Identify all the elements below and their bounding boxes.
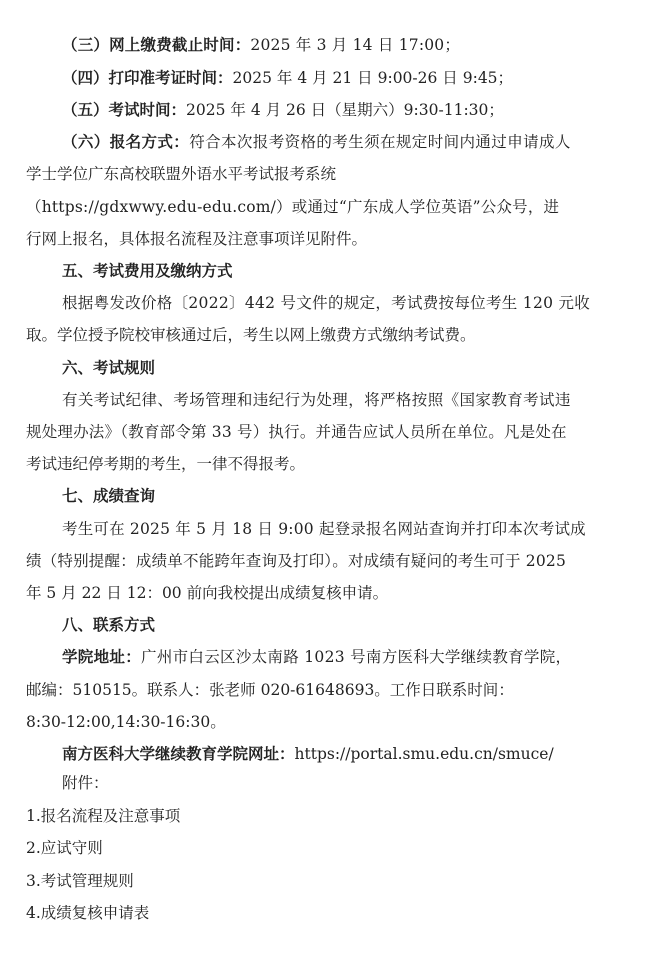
item-label: （三）网上缴费截止时间：	[62, 35, 251, 54]
item-payment-deadline	[62, 34, 460, 56]
paragraph-line: 规处理办法》（教育部令第 33 号）执行。并通告应试人员所在单位。凡是处在	[26, 423, 567, 441]
contact-address	[62, 646, 571, 668]
paragraph-line: 取。学位授予院校审核通过后，考生以网上缴费方式缴纳考试费。	[26, 326, 476, 344]
website-url: https://portal.smu.edu.cn/smuce/	[294, 745, 554, 763]
item-text: 2025 年 3 月 14 日 17:00；	[250, 36, 461, 54]
item-registration-method	[62, 131, 571, 153]
contact-website	[62, 743, 554, 765]
item-text: 2025 年 4 月 21 日 9:00-26 日 9:45；	[232, 69, 514, 87]
section-heading-scores: 七、成绩查询	[62, 486, 156, 505]
paragraph-line: 8:30-12:00,14:30-16:30。	[26, 713, 226, 731]
attachment-item: 2.应试守则	[26, 839, 103, 857]
item-text: 2025 年 4 月 26 日（星期六）9:30-11:30；	[186, 101, 504, 119]
paragraph-line: 考生可在 2025 年 5 月 18 日 9:00 起登录报名网站查询并打印本次考试成	[62, 520, 586, 538]
item-label: （五）考试时间：	[62, 100, 187, 119]
paragraph-line: 邮编：510515。联系人：张老师 020-61648693。工作日联系时间：	[26, 681, 514, 699]
address-text: 广州市白云区沙太南路 1023 号南方医科大学继续教育学院，	[141, 648, 572, 666]
paragraph-line: 考试违纪停考期的考生，一律不得报考。	[26, 455, 306, 473]
paragraph-line: 有关考试纪律、考场管理和违纪行为处理，将严格按照《国家教育考试违	[62, 391, 571, 409]
paragraph-line: （https://gdxwwy.edu-edu.com/）或通过“广东成人学位英语”公众号，进	[26, 198, 560, 216]
item-admission-ticket	[62, 67, 513, 89]
section-heading-fees: 五、考试费用及缴纳方式	[62, 261, 233, 280]
item-text: 符合本次报考资格的考生须在规定时间内通过申请成人	[189, 133, 571, 151]
paragraph-line: 年 5 月 22 日 12：00 前向我校提出成绩复核申请。	[26, 584, 389, 602]
item-exam-time	[62, 99, 504, 121]
website-label: 南方医科大学继续教育学院网址：	[62, 744, 295, 763]
paragraph-line: 根据粤发改价格〔2022〕442 号文件的规定，考试费按每位考生 120 元收	[62, 294, 591, 312]
attachment-item: 4.成绩复核申请表	[26, 904, 150, 922]
attachments-title: 附件：	[62, 774, 109, 792]
section-heading-rules: 六、考试规则	[62, 358, 156, 377]
paragraph-line: 绩（特别提醒：成绩单不能跨年查询及打印）。对成绩有疑问的考生可于 2025	[26, 552, 567, 570]
attachment-item: 1.报名流程及注意事项	[26, 807, 181, 825]
section-heading-contact: 八、联系方式	[62, 615, 156, 634]
paragraph-line: 行网上报名，具体报名流程及注意事项详见附件。	[26, 230, 368, 248]
item-label: （六）报名方式：	[62, 132, 190, 151]
address-label: 学院地址：	[62, 647, 142, 666]
item-label: （四）打印准考证时间：	[62, 68, 233, 87]
paragraph-line: 学士学位广东高校联盟外语水平考试报考系统	[26, 165, 337, 183]
attachment-item: 3.考试管理规则	[26, 872, 134, 890]
